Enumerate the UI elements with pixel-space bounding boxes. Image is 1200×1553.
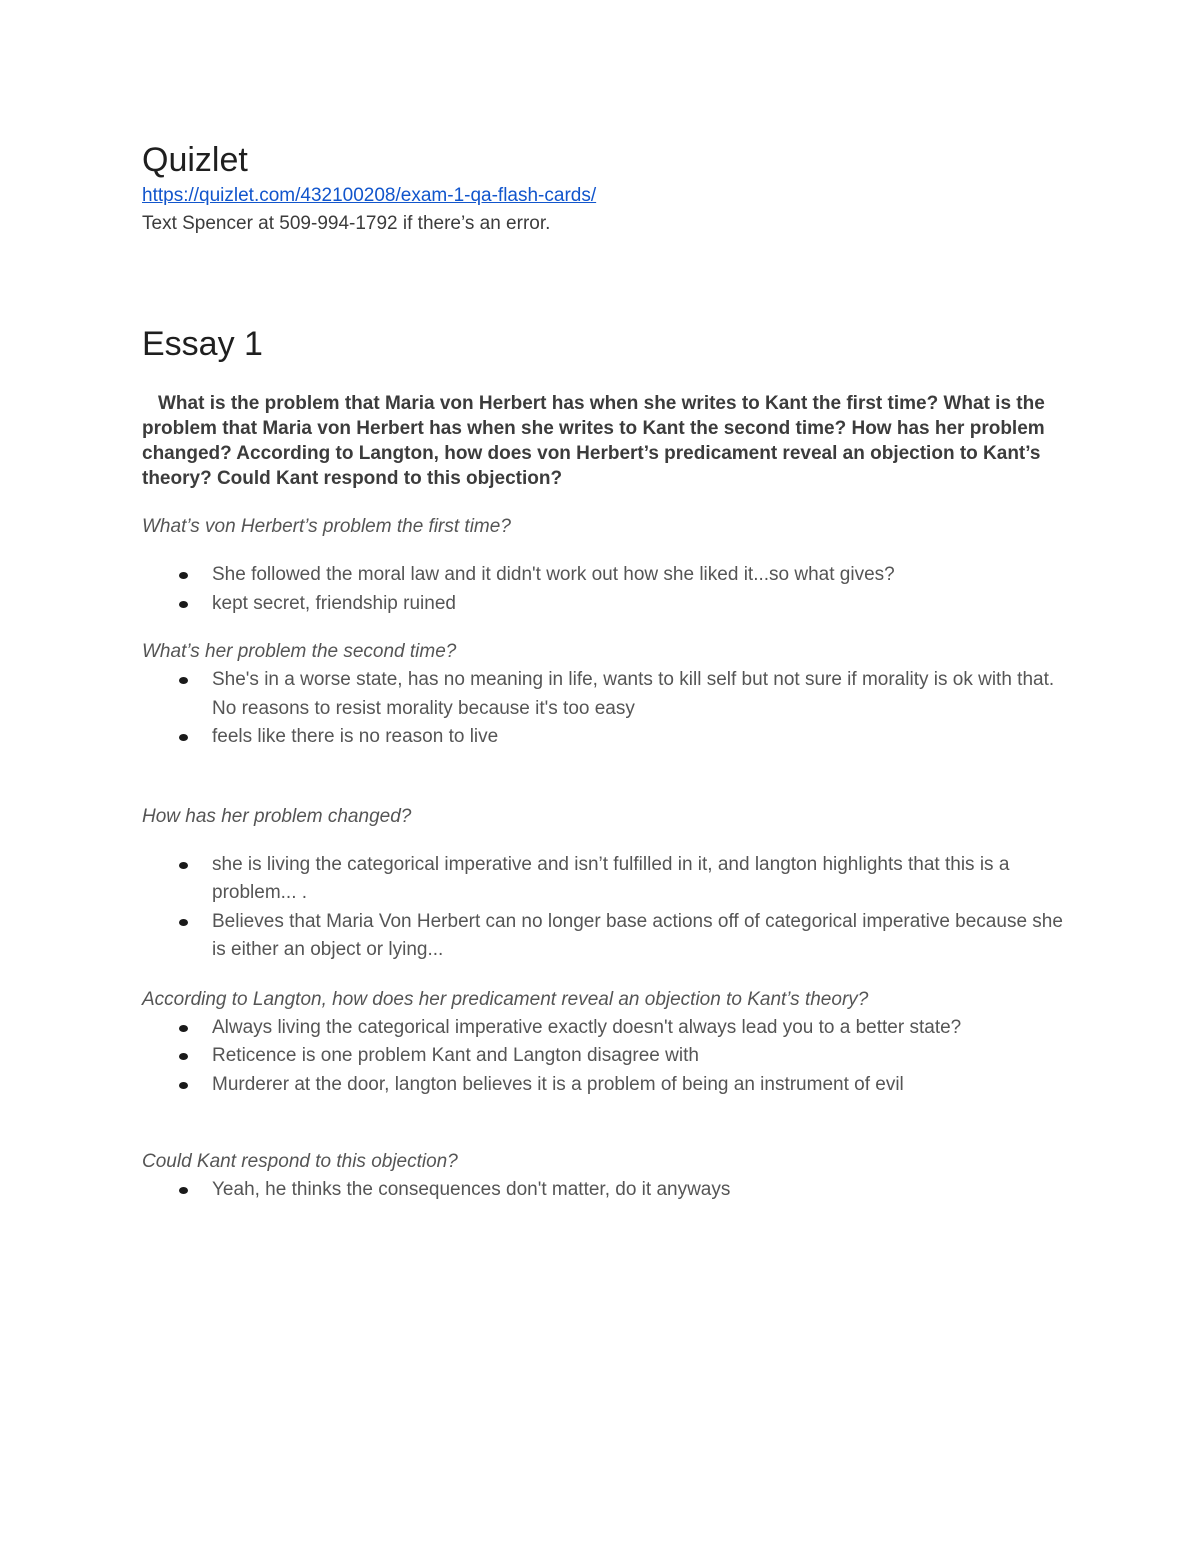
quizlet-heading: Quizlet <box>142 141 248 179</box>
bullet-list-second-problem <box>142 666 1072 752</box>
list-item: She's in a worse state, has no meaning in life, wants to kill self but not sure if morality is ok with that. No reasons to resist morality because it's too easy <box>212 666 1072 723</box>
list-item: kept secret, friendship ruined <box>212 590 1072 619</box>
subheading-second-problem: What’s her problem the second time? <box>142 641 457 662</box>
subheading-objection: According to Langton, how does her predicament reveal an objection to Kant’s theory? <box>142 988 869 1010</box>
list-item: Murderer at the door, langton believes it is a problem of being an instrument of evil <box>212 1071 1072 1100</box>
list-item: she is living the categorical imperative and isn’t fulfilled in it, and langton highlights that this is a problem... . <box>212 851 1072 908</box>
bullet-list-first-problem <box>142 561 1072 618</box>
bullet-icon <box>179 677 188 684</box>
bullet-list-problem-changed <box>142 851 1072 965</box>
essay-heading: Essay 1 <box>142 325 263 363</box>
bullet-icon <box>179 1082 188 1089</box>
document-page <box>142 138 1072 1205</box>
bullet-icon <box>179 572 188 579</box>
subheading-first-problem: What’s von Herbert’s problem the first time? <box>142 516 511 537</box>
subheading-problem-changed: How has her problem changed? <box>142 805 412 827</box>
bullet-icon <box>179 862 188 869</box>
bullet-icon <box>179 1053 188 1060</box>
bullet-icon <box>179 1025 188 1032</box>
list-item: Believes that Maria Von Herbert can no longer base actions off of categorical imperative because she is either an object or lying... <box>212 908 1072 965</box>
subheading-kant-response: Could Kant respond to this objection? <box>142 1151 458 1172</box>
list-item: feels like there is no reason to live <box>212 723 1072 752</box>
bullet-icon <box>179 919 188 926</box>
bullet-list-kant-response <box>142 1176 1072 1205</box>
list-item: She followed the moral law and it didn't work out how she liked it...so what gives? <box>212 561 1072 590</box>
bullet-icon <box>179 1187 188 1194</box>
essay-question: What is the problem that Maria von Herbert has when she writes to Kant the first time? What is the problem that Maria von Herbert has when she writes to Kant the second time? How has her problem changed? According to Langton, how does von Herbert’s predicament reveal an objection to Kant’s theory? Could Kant respond to this objection? <box>142 393 1045 489</box>
list-item: Always living the categorical imperative exactly doesn't always lead you to a better state? <box>212 1014 1072 1043</box>
list-item: Reticence is one problem Kant and Langton disagree with <box>212 1042 1072 1071</box>
error-contact-note: Text Spencer at 509-994-1792 if there’s an error. <box>142 213 551 234</box>
list-item: Yeah, he thinks the consequences don't matter, do it anyways <box>212 1176 1072 1205</box>
bullet-icon <box>179 601 188 608</box>
bullet-icon <box>179 734 188 741</box>
bullet-list-objection <box>142 1014 1072 1100</box>
quizlet-link[interactable]: https://quizlet.com/432100208/exam-1-qa-flash-cards/ <box>142 185 597 206</box>
